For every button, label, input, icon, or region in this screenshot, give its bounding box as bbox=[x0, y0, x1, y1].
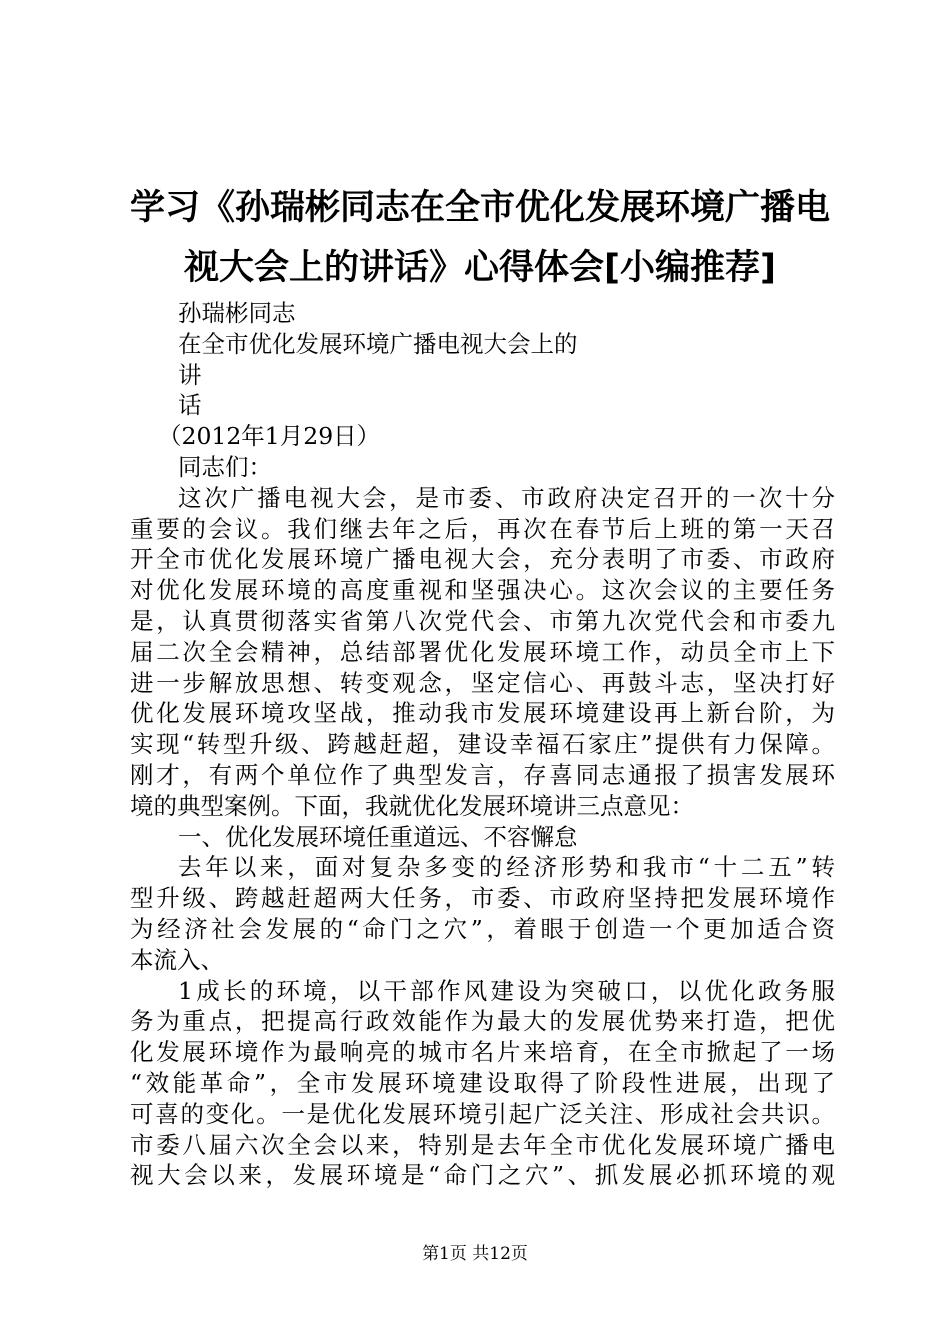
paragraph-1-line: 这次广播电视大会，是市委、市政府决定召开的一次十分 bbox=[178, 483, 835, 512]
speech-word-1: 讲 bbox=[178, 360, 202, 389]
paragraph-3-line: “效能革命”，全市发展环境建设取得了阶段性进展，出现了 bbox=[130, 1068, 835, 1097]
paragraph-2-line: 去年以来，面对复杂多变的经济形势和我市“十二五”转 bbox=[178, 853, 835, 882]
document-title-line-2: 视大会上的讲话》心得体会[小编推荐] bbox=[184, 248, 776, 288]
document-title-line-1: 学习《孙瑞彬同志在全市优化发展环境广播电 bbox=[129, 188, 830, 228]
paragraph-2-line: 型升级、跨越赶超两大任务，市委、市政府坚持把发展环境作 bbox=[130, 884, 835, 913]
speech-date: （2012年1月29日） bbox=[158, 422, 381, 451]
paragraph-1-line: 重要的会议。我们继去年之后，再次在春节后上班的第一天召 bbox=[130, 514, 835, 543]
document-body bbox=[130, 298, 835, 1191]
page-number-footer: 第1页 共12页 bbox=[422, 1244, 528, 1264]
salutation: 同志们： bbox=[178, 452, 272, 481]
paragraph-1-line: 对优化发展环境的高度重视和坚强决心。这次会议的主要任务 bbox=[130, 576, 835, 605]
paragraph-1-line: 优化发展环境攻坚战，推动我市发展环境建设再上新台阶，为 bbox=[130, 699, 835, 728]
paragraph-3-line: 市委八届六次全会以来，特别是去年全市优化发展环境广播电 bbox=[130, 1130, 835, 1159]
paragraph-3-line: 视大会以来，发展环境是“命门之穴”、抓发展必抓环境的观 bbox=[130, 1161, 835, 1190]
speech-occasion: 在全市优化发展环境广播电视大会上的 bbox=[178, 329, 578, 358]
speaker-name: 孙瑞彬同志 bbox=[178, 299, 296, 327]
paragraph-3-line: 1成长的环境，以干部作风建设为突破口，以优化政务服 bbox=[178, 976, 835, 1005]
paragraph-1-line: 开全市优化发展环境广播电视大会，充分表明了市委、市政府 bbox=[130, 545, 835, 574]
paragraph-3-line: 可喜的变化。一是优化发展环境引起广泛关注、形成社会共识。 bbox=[130, 1099, 835, 1128]
paragraph-1-line: 实现“转型升级、跨越赶超，建设幸福石家庄”提供有力保障。 bbox=[130, 730, 835, 759]
paragraph-1-line: 境的典型案例。下面，我就优化发展环境讲三点意见： bbox=[130, 791, 694, 820]
paragraph-2-line: 本流入、 bbox=[130, 945, 224, 974]
speech-word-2: 话 bbox=[178, 391, 202, 420]
paragraph-1-line: 届二次全会精神，总结部署优化发展环境工作，动员全市上下 bbox=[130, 637, 835, 666]
paragraph-1-line: 进一步解放思想、转变观念，坚定信心、再鼓斗志，坚决打好 bbox=[130, 668, 835, 697]
paragraph-1-line: 刚才，有两个单位作了典型发言，存喜同志通报了损害发展环 bbox=[130, 760, 835, 789]
paragraph-3-line: 化发展环境作为最响亮的城市名片来培育，在全市掀起了一场 bbox=[130, 1038, 835, 1067]
section-1-heading: 一、优化发展环境任重道远、不容懈怠 bbox=[178, 822, 578, 851]
paragraph-3-line: 务为重点，把提高行政效能作为最大的发展优势来打造，把优 bbox=[130, 1007, 835, 1036]
paragraph-1-line: 是，认真贯彻落实省第八次党代会、市第九次党代会和市委九 bbox=[130, 606, 835, 635]
paragraph-2-line: 为经济社会发展的“命门之穴”，着眼于创造一个更加适合资 bbox=[130, 914, 835, 943]
